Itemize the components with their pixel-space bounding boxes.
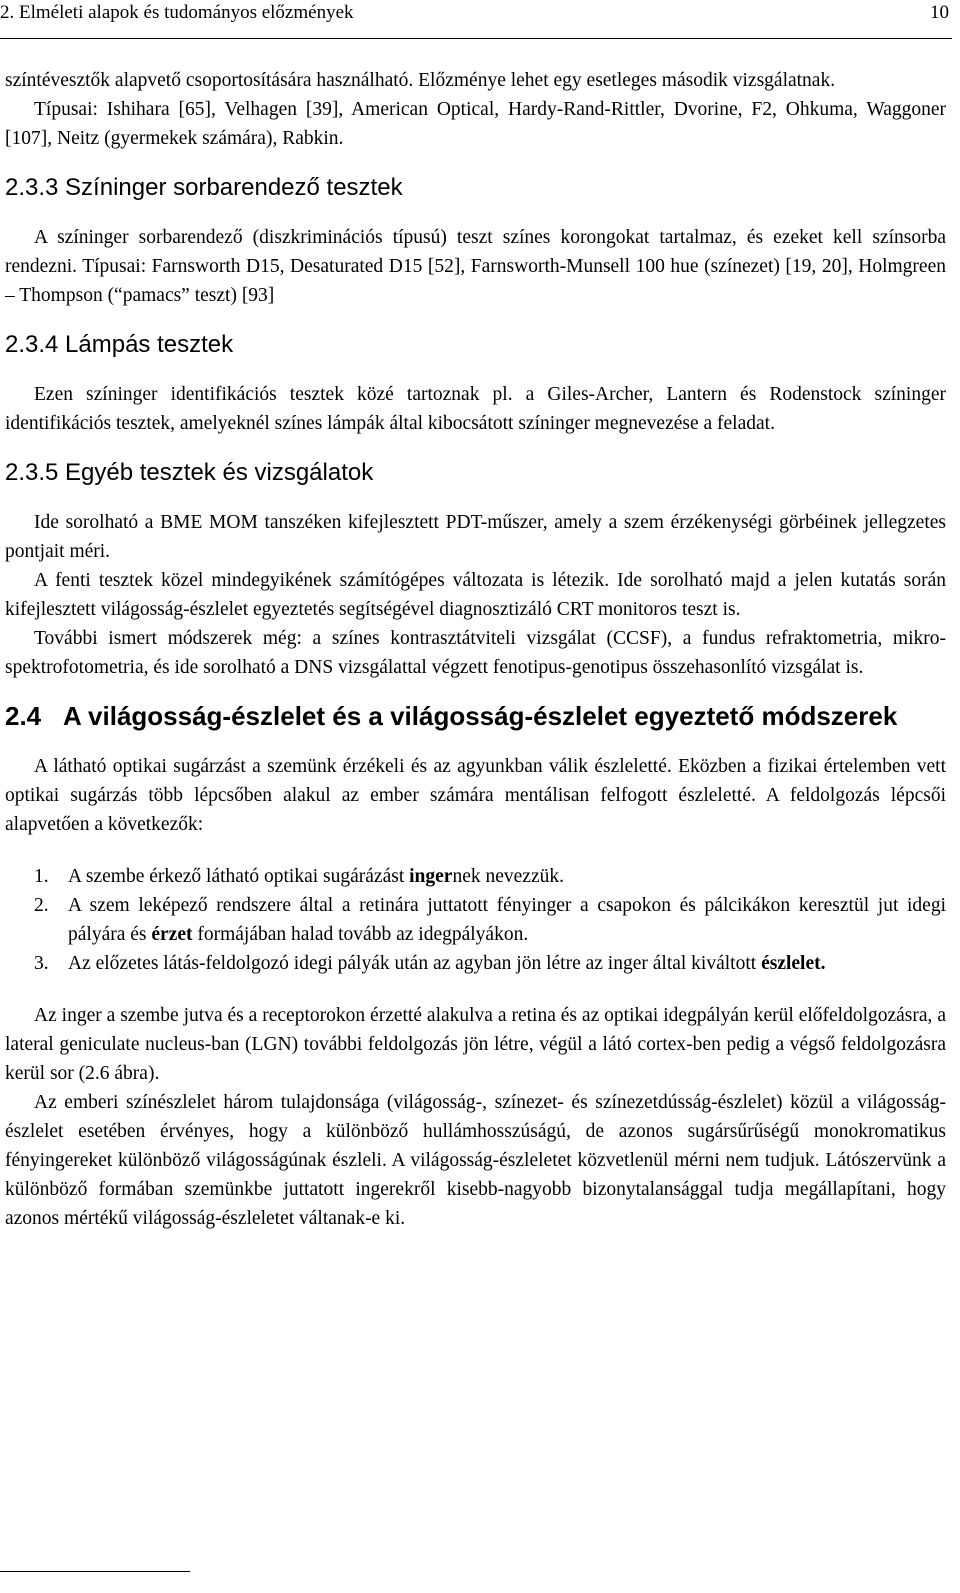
section-heading-2-3-5: 2.3.5 Egyéb tesztek és vizsgálatok — [5, 459, 374, 486]
list-item: 1. A szembe érkező látható optikai sugárázást ingernek nevezzük. — [5, 862, 946, 891]
paragraph: színtévesztők alapvető csoportosítására használható. Előzménye lehet egy esetleges második vizsgálatnak. — [5, 70, 836, 91]
processing-steps-list — [5, 862, 946, 978]
list-number: 2. — [34, 895, 49, 916]
section-heading-2-3-4: 2.3.4 Lámpás tesztek — [5, 331, 234, 358]
paragraph: Ezen színinger identifikációs tesztek közé tartoznak pl. a Giles-Archer, Lantern és Rodenstock színinger identifikációs tesztek, amelyeknél színes lámpák által kibocsátott színinger megnevezése a feladat. — [5, 384, 946, 434]
list-item: 2. A szem leképező rendszere által a retinára juttatott fényinger a csapokon és pálcikákon keresztül jut idegi pályára és érzet formájában halad tovább az idegpályákon. — [5, 891, 946, 949]
paragraph: Ide sorolható a BME MOM tanszéken kifejlesztett PDT-műszer, amely a szem érzékenységi görbéinek jellegzetes pontjait méri. — [5, 512, 946, 562]
list-number: 3. — [34, 953, 49, 974]
section-heading-2-3-3: 2.3.3 Színinger sorbarendező tesztek — [5, 174, 403, 201]
list-number: 1. — [34, 866, 49, 887]
paragraph: A fenti tesztek közel mindegyikének számítógépes változata is létezik. Ide sorolható majd a jelen kutatás során kifejlesztett világosság-észlelet egyeztetés segítségével diagnosztizáló CRT monitoros teszt is. — [5, 570, 946, 620]
paragraph: Az inger a szembe jutva és a receptorokon érzetté alakulva a retina és az optikai idegpályán kerül előfeldolgozásra, a lateral geniculate nucleus-ban (LGN) további feldolgozás jön létre, végül a látó cortex-ben pedig a végső feldolgozásra kerül sor (2.6 ábra). — [5, 1005, 946, 1084]
paragraph: A látható optikai sugárzást a szemünk érzékeli és az agyunkban válik észleletté. Eközben a fizikai értelemben vett optikai sugárzás több lépcsőben alakul az ember számára mentálisan felfogott észleletté. A feldolgozás lépcsői alapvetően a következők: — [5, 756, 946, 835]
section-title: A világosság-észlelet és a világosság-észlelet egyeztető módszerek — [63, 701, 898, 731]
paragraph: A színinger sorbarendező (diszkriminációs típusú) teszt színes korongokat tartalmaz, és ezeket kell színsorba rendezni. Típusai: Farnsworth D15, Desaturated D15 [52], Farnsworth-Munsell 100 hue (színezet) [19, 20], Holmgreen – Thompson (“pamacs” teszt) [93] — [5, 227, 946, 306]
emphasis-term: inger — [409, 866, 453, 887]
list-item: 3. Az előzetes látás-feldolgozó idegi pályák után az agyban jön létre az inger által kiváltott észlelet. — [5, 949, 946, 978]
page-content — [5, 66, 946, 1233]
emphasis-term: észlelet. — [761, 953, 826, 974]
footnote-separator — [0, 1571, 190, 1572]
page-number: 10 — [930, 2, 949, 23]
paragraph: Típusai: Ishihara [65], Velhagen [39], American Optical, Hardy-Rand-Rittler, Dvorine, F2, Ohkuma, Waggoner [107], Neitz (gyermekek számára), Rabkin. — [5, 99, 946, 149]
header-chapter-title: 2. Elméleti alapok és tudományos előzmények — [0, 2, 354, 23]
paragraph: További ismert módszerek még: a színes kontrasztátviteli vizsgálat (CCSF), a fundus refraktometria, mikro-spektrofotometria, és ide sorolható a DNS vizsgálattal végzett fenotipus-genotipus összehasonlító vizsgálat is. — [5, 628, 946, 678]
paragraph: Az emberi színészlelet három tulajdonsága (világosság-, színezet- és színezetdússág-észlelet) közül a világosság-észlelet esetében érvényes, hogy a különböző hullámhosszúságú, de azonos sugársűrűségű monokromatikus fényingereket különböző világosságúnak észleli. A világosság-észleletet közvetlenül mérni nem tudjuk. Látószervünk a különböző formában szemünkbe juttatott ingerekről kisebb-nagyobb bizonytalansággal tudja megállapítani, hogy azonos mértékű világosság-észleletet váltanak-e ki. — [5, 1092, 946, 1229]
section-number: 2.4 — [5, 701, 42, 731]
running-header — [0, 0, 952, 39]
emphasis-term: érzet — [151, 924, 193, 945]
section-heading-2-4 — [5, 682, 946, 752]
